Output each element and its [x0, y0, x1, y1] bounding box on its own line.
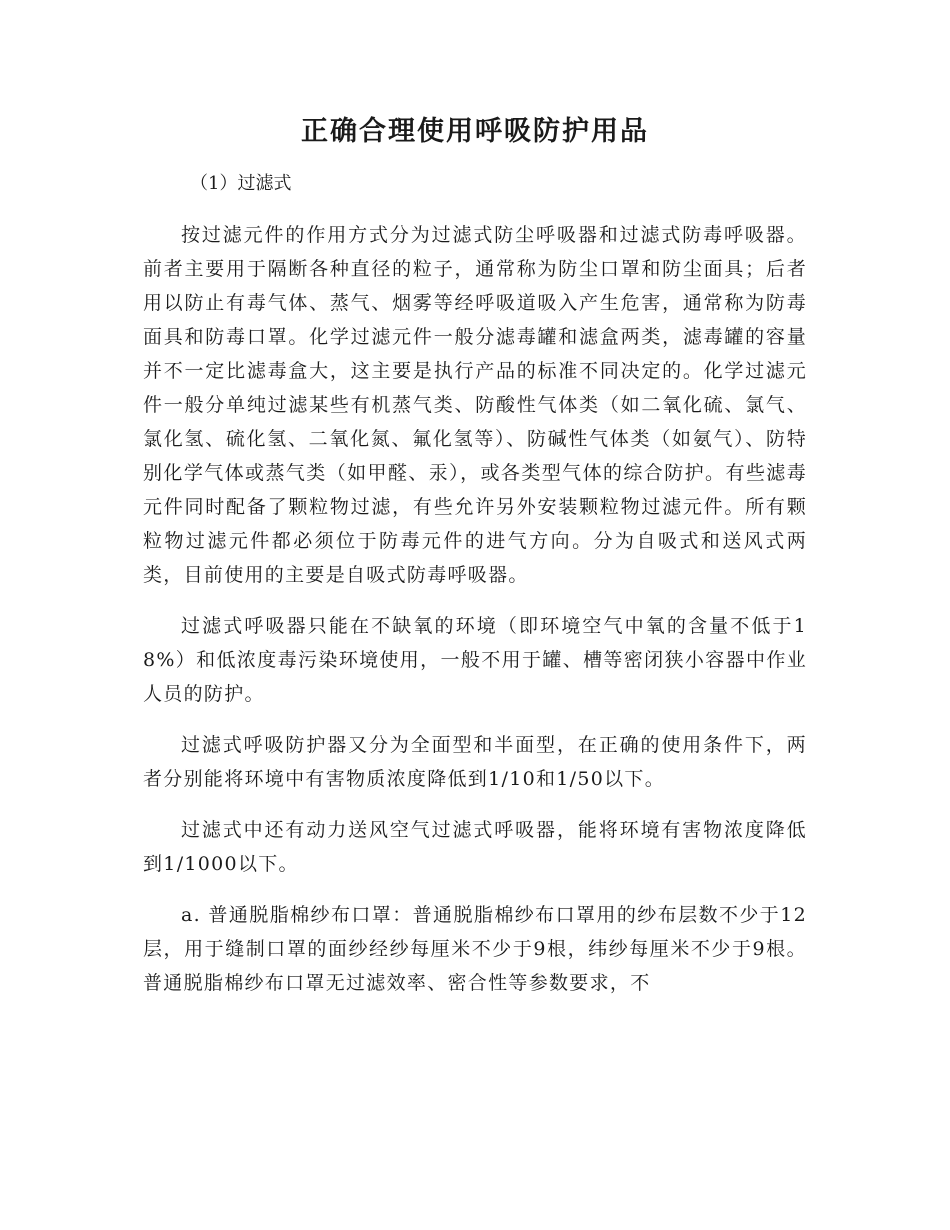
- document-title: 正确合理使用呼吸防护用品: [301, 116, 649, 147]
- paragraph-powered-respirator: 过滤式中还有动力送风空气过滤式呼吸器，能将环境有害物浓度降低到1/1000以下。: [143, 819, 807, 875]
- paragraph-oxygen-condition: 过滤式呼吸器只能在不缺氧的环境（即环境空气中氧的含量不低于18%）和低浓度毒污染环境使用，一般不用于罐、槽等密闭狭小容器中作业人员的防护。: [143, 615, 807, 705]
- document-body: [143, 218, 807, 1017]
- paragraph-filter-types: 按过滤元件的作用方式分为过滤式防尘呼吸器和过滤式防毒呼吸器。前者主要用于隔断各种直径的粒子，通常称为防尘口罩和防尘面具；后者用以防止有毒气体、蒸气、烟雾等经呼吸道吸入产生危害，通常称为防毒面具和防毒口罩。化学过滤元件一般分滤毒罐和滤盒两类，滤毒罐的容量并不一定比滤毒盒大，这主要是执行产品的标准不同决定的。化学过滤元件一般分单纯过滤某些有机蒸气类、防酸性气体类（如二氧化硫、氯气、氯化氢、硫化氢、二氧化氮、氟化氢等）、防碱性气体类（如氨气）、防特别化学气体或蒸气类（如甲醛、汞），或各类型气体的综合防护。有些滤毒元件同时配备了颗粒物过滤，有些允许另外安装颗粒物过滤元件。所有颗粒物过滤元件都必须位于防毒元件的进气方向。分为自吸式和送风式两类，目前使用的主要是自吸式防毒呼吸器。: [143, 224, 807, 586]
- paragraph-gauze-mask: a. 普通脱脂棉纱布口罩：普通脱脂棉纱布口罩用的纱布层数不少于12层，用于缝制口罩的面纱经纱每厘米不少于9根，纬纱每厘米不少于9根。普通脱脂棉纱布口罩无过滤效率、密合性等参数要求，不: [143, 904, 807, 994]
- section-heading: （1）过滤式: [190, 173, 292, 194]
- paragraph-mask-types: 过滤式呼吸防护器又分为全面型和半面型，在正确的使用条件下，两者分别能将环境中有害物质浓度降低到1/10和1/50以下。: [143, 734, 807, 790]
